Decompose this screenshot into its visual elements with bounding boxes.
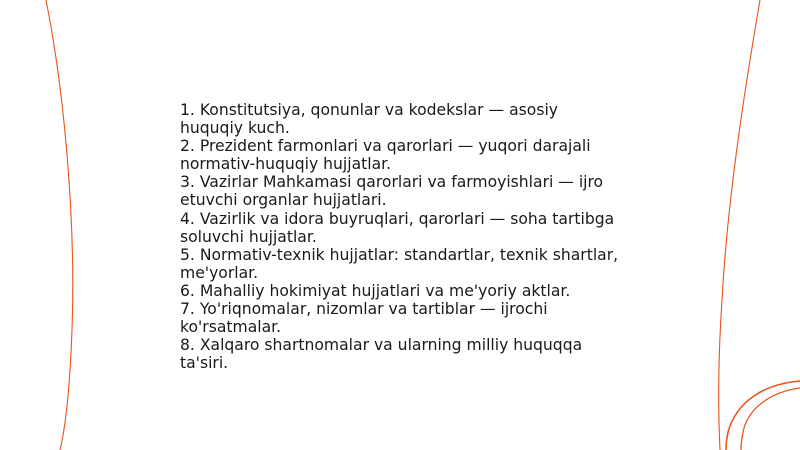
list-item: 6. Mahalliy hokimiyat hujjatlari va me'yoriy aktlar. (180, 281, 571, 300)
list-item: 7. Yo'riqnomalar, nizomlar va tartiblar — ijrochi ko'rsatmalar. (180, 300, 548, 337)
left-curve (46, 0, 73, 450)
bottom-right-arc-outer (726, 381, 800, 450)
list-item: 2. Prezident farmonlari va qarorlari — yuqori darajali normativ-huquqiy hujjatlar. (180, 137, 591, 174)
numbered-list (180, 101, 620, 372)
list-item: 3. Vazirlar Mahkamasi qarorlari va farmoyishlari — ijro etuvchi organlar hujjatlari. (180, 173, 604, 210)
list-item: 5. Normativ-texnik hujjatlar: standartlar, texnik shartlar, me'yorlar. (180, 245, 619, 282)
list-item: 8. Xalqaro shartnomalar va ularning milliy huquqqa ta'siri. (180, 336, 583, 373)
bottom-right-arc-inner (741, 388, 800, 450)
list-item: 4. Vazirlik va idora buyruqlari, qarorlari — soha tartibga soluvchi hujjatlar. (180, 209, 615, 246)
list-item: 1. Konstitutsiya, qonunlar va kodekslar — asosiy huquqiy kuch. (180, 101, 559, 138)
right-curve (719, 0, 760, 450)
